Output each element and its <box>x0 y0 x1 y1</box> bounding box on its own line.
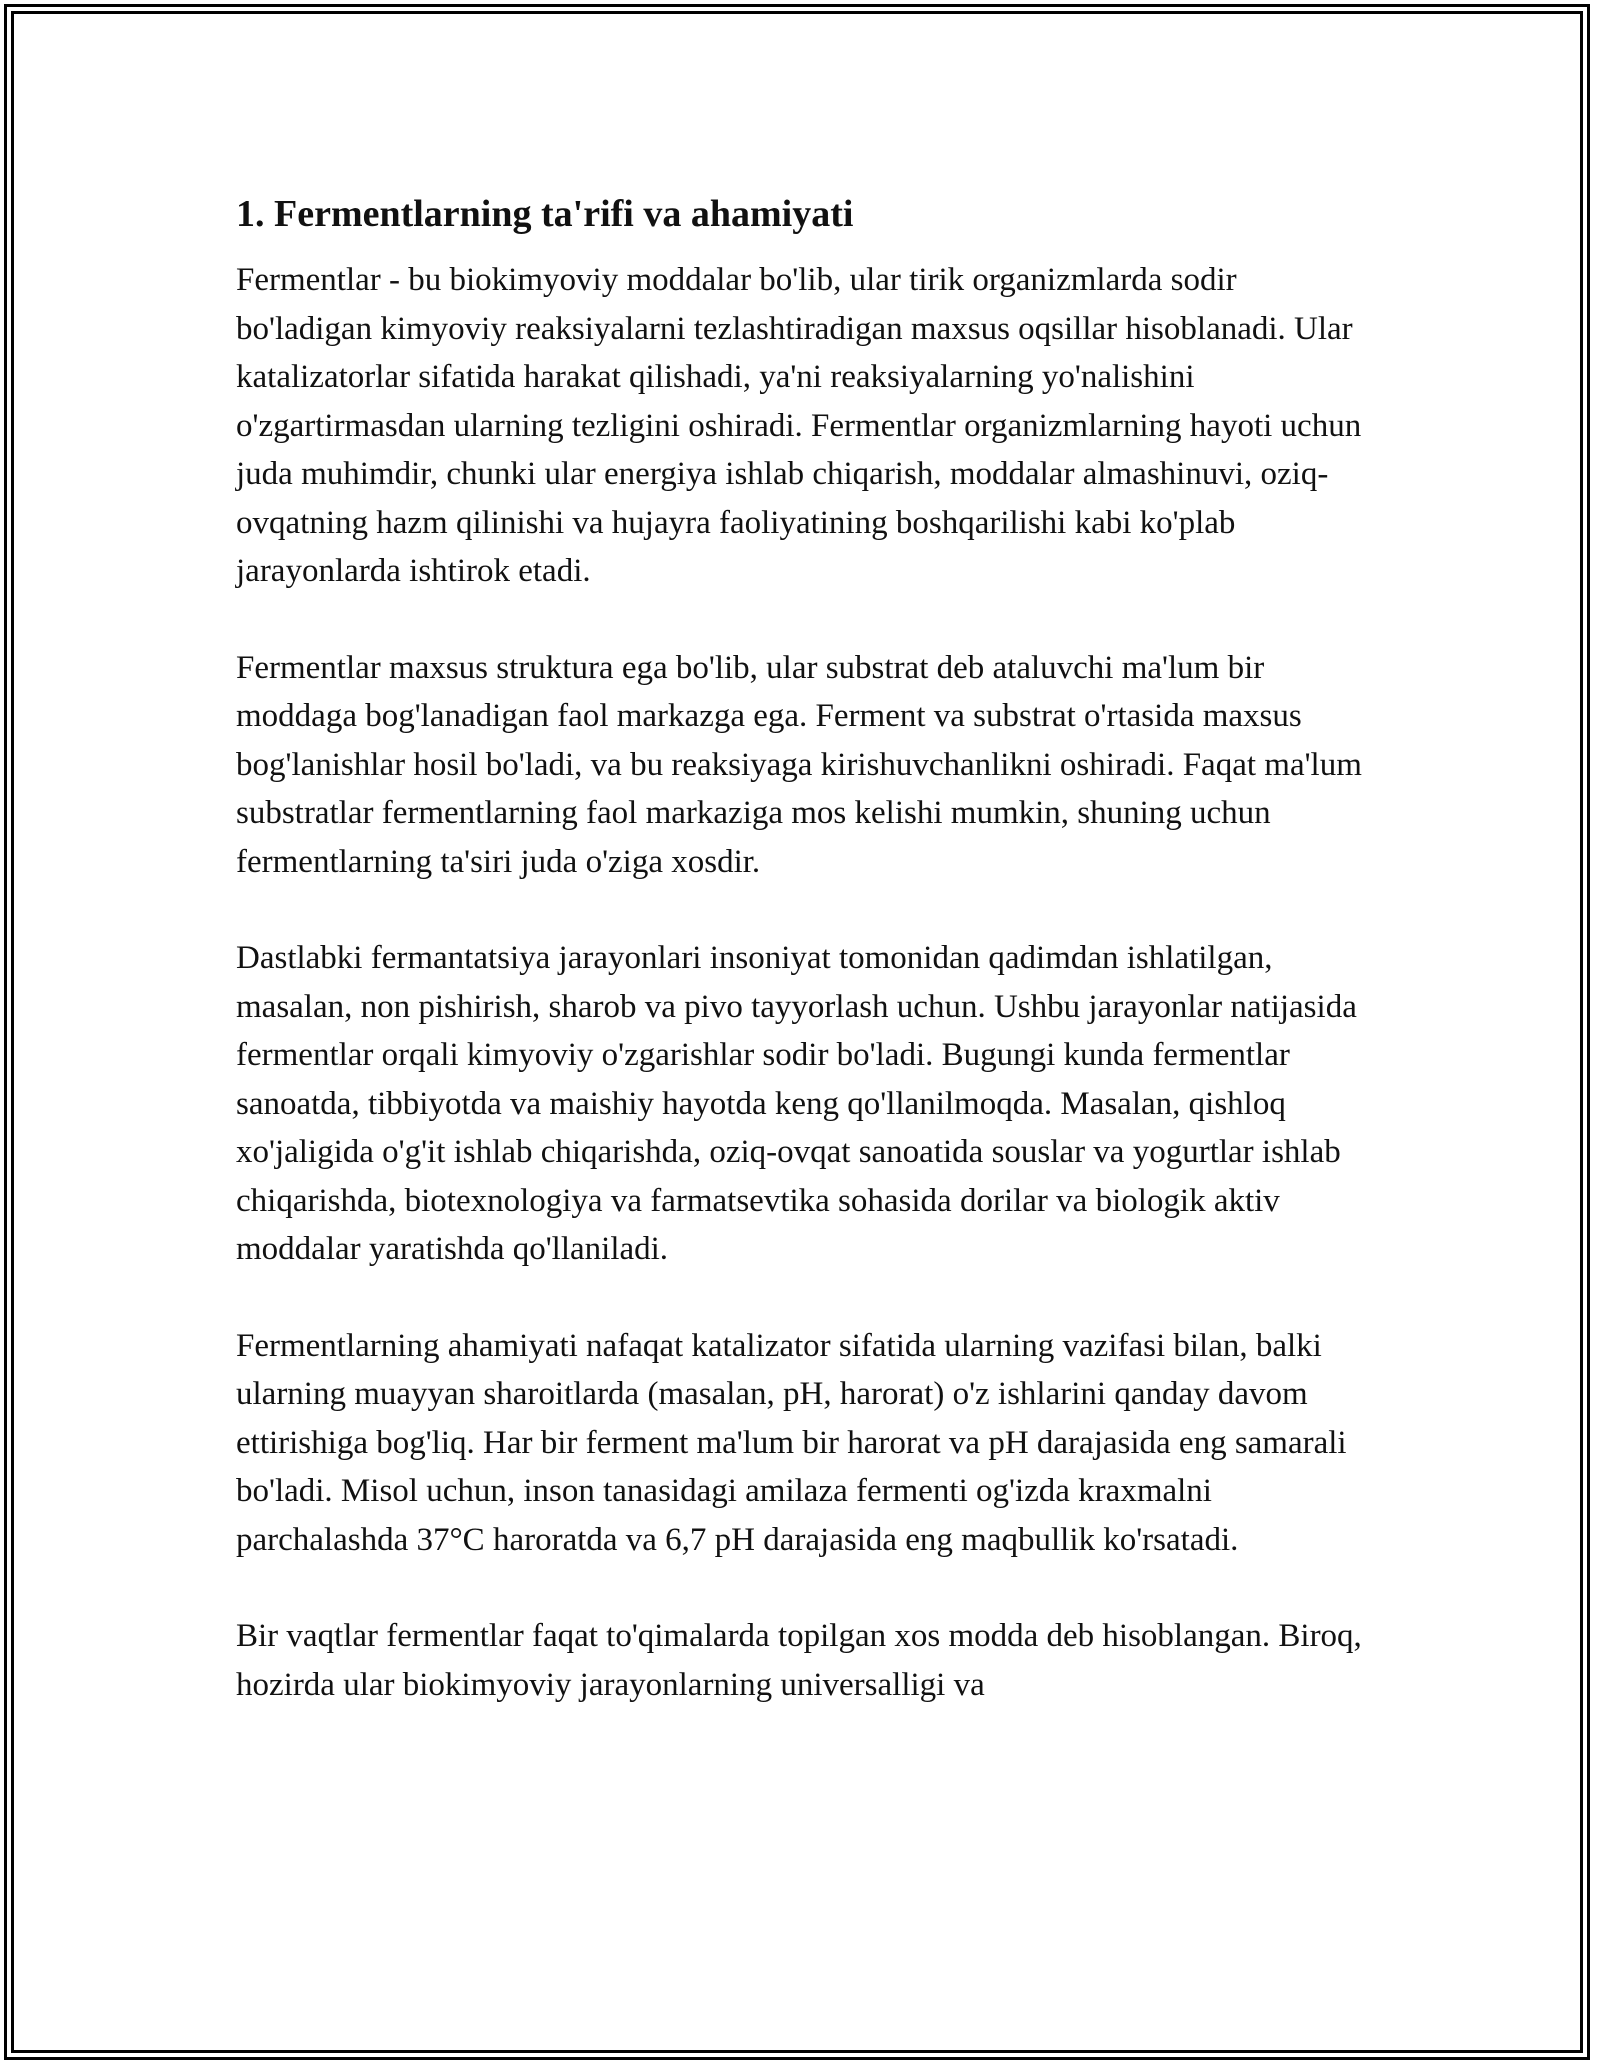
section-heading: 1. Fermentlarning ta'rifi va ahamiyati <box>236 193 854 235</box>
paragraph-structure: Fermentlar maxsus struktura ega bo'lib, ular substrat deb ataluvchi ma'lum bir moddaga bog'lanadigan faol markazga ega. Ferment va substrat o'rtasida maxsus bog'lanishlar hosil bo'ladi, va bu reaksiyaga kirishuvchanlikni oshiradi. Faqat ma'lum substratlar fermentlarning faol markaziga mos kelishi mumkin, shuning uchun fermentlarning ta'siri juda o'ziga xosdir. <box>236 649 1362 880</box>
paragraph-definition: Fermentlar - bu biokimyoviy moddalar bo'lib, ular tirik organizmlarda sodir bo'ladigan kimyoviy reaksiyalarni tezlashtiradigan maxsus oqsillar hisoblanadi. Ular katalizatorlar sifatida harakat qilishadi, ya'ni reaksiyalarning yo'nalishini o'zgartirmasdan ularning tezligini oshiradi. Fermentlar organizmlarning hayoti uchun juda muhimdir, chunki ular energiya ishlab chiqarish, moddalar almashinuvi, oziq-ovqatning hazm qilinishi va hujayra faoliyatining boshqarilishi kabi ko'plab jarayonlarda ishtirok etadi. <box>236 262 1362 589</box>
paragraph-universality: Bir vaqtlar fermentlar faqat to'qimalarda topilgan xos modda deb hisoblangan. Biroq, hozirda ular biokimyoviy jarayonlarning universalligi va <box>236 1618 1362 1703</box>
document-body <box>236 188 1376 1757</box>
paragraph-fermentation-history: Dastlabki fermantatsiya jarayonlari insoniyat tomonidan qadimdan ishlatilgan, masalan, non pishirish, sharob va pivo tayyorlash uchun. Ushbu jarayonlar natijasida fermentlar orqali kimyoviy o'zgarishlar sodir bo'ladi. Bugungi kunda fermentlar sanoatda, tibbiyotda va maishiy hayotda keng qo'llanilmoqda. Masalan, qishloq xo'jaligida o'g'it ishlab chiqarishda, oziq-ovqat sanoatida souslar va yogurtlar ishlab chiqarishda, biotexnologiya va farmatsevtika sohasida dorilar va biologik aktiv moddalar yaratishda qo'llaniladi. <box>236 940 1357 1267</box>
paragraph-conditions: Fermentlarning ahamiyati nafaqat katalizator sifatida ularning vazifasi bilan, balki ularning muayyan sharoitlarda (masalan, pH, harorat) o'z ishlarini qanday davom ettirishiga bog'liq. Har bir ferment ma'lum bir harorat va pH darajasida eng samarali bo'ladi. Misol uchun, inson tanasidagi amilaza fermenti og'izda kraxmalni parchalashda 37°C haroratda va 6,7 pH darajasida eng maqbullik ko'rsatadi. <box>236 1327 1347 1558</box>
